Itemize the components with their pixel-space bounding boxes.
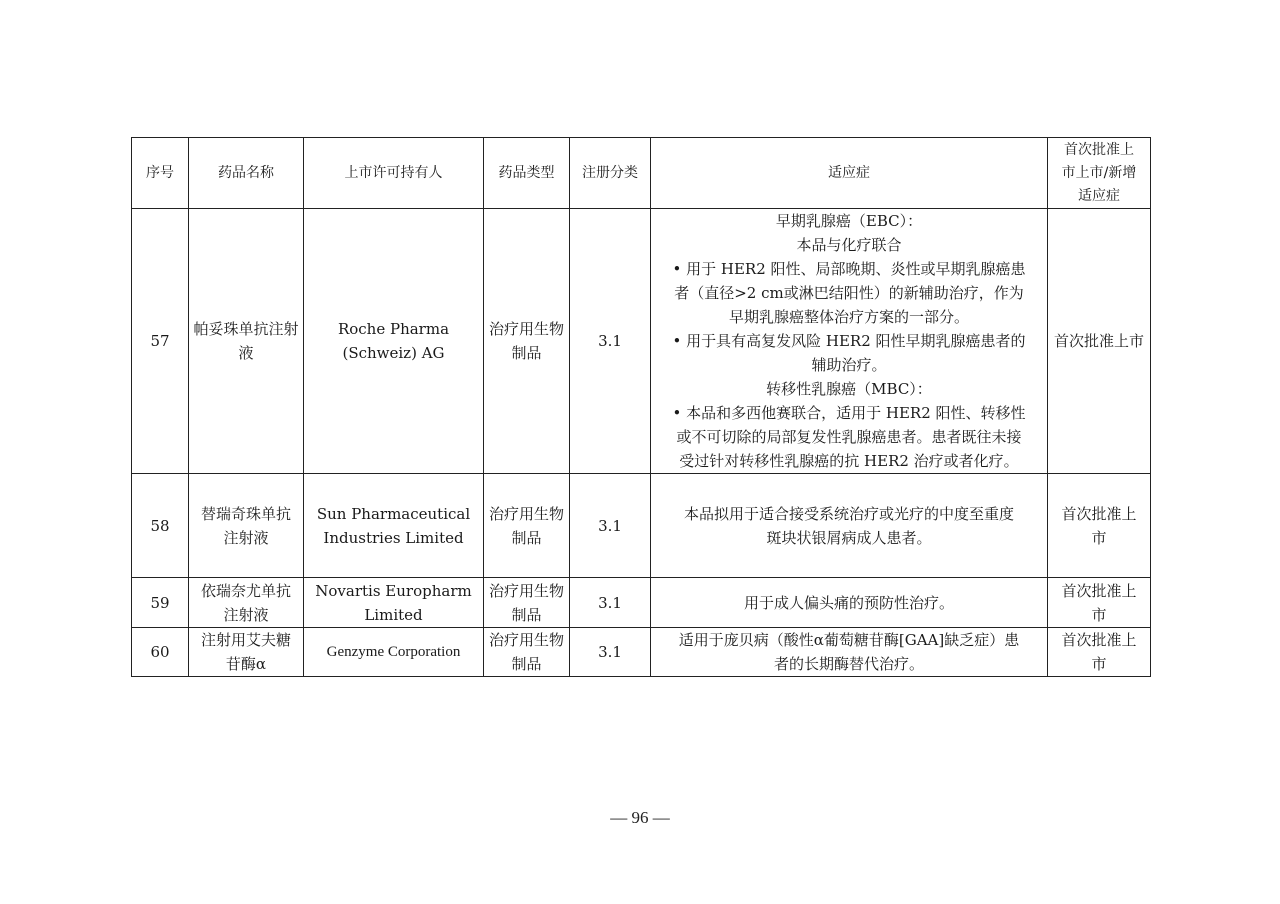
table-row [132, 578, 1151, 628]
table-header-row [132, 138, 1151, 209]
row-indication [651, 209, 1048, 474]
row-seq: 58 [132, 474, 189, 578]
table-row [132, 209, 1151, 474]
header-first-approval-line: 首次批准上 [1064, 141, 1134, 158]
row-category: 3.1 [570, 209, 651, 474]
header-drug-type: 药品类型 [484, 138, 570, 209]
row-first-approval: 首次批准上市 [1048, 209, 1151, 474]
table-row [132, 474, 1151, 578]
table-row [132, 628, 1151, 677]
drug-approval-table [131, 137, 1151, 677]
row-drug-name: 依瑞奈尤单抗注射液 [189, 578, 304, 628]
row-holder: Genzyme Corporation [304, 628, 484, 677]
indication-line: 或不可切除的局部复发性乳腺癌患者。患者既往未接 [676, 428, 1022, 446]
row-first-approval: 首次批准上市 [1048, 578, 1151, 628]
row-category: 3.1 [570, 628, 651, 677]
row-drug-name: 帕妥珠单抗注射液 [189, 209, 304, 474]
row-indication [651, 474, 1048, 578]
row-drug-type: 治疗用生物制品 [484, 474, 570, 578]
page-number: — 96 — [610, 808, 670, 827]
indication-line: 者（直径>2 cm或淋巴结阳性）的新辅助治疗，作为 [674, 284, 1024, 302]
row-holder: Roche Pharma (Schweiz) AG [304, 209, 484, 474]
row-holder: Novartis Europharm Limited [304, 578, 484, 628]
row-holder: Sun Pharmaceutical Industries Limited [304, 474, 484, 578]
row-category: 3.1 [570, 474, 651, 578]
indication-line: 辅助治疗。 [811, 356, 887, 374]
row-drug-name: 替瑞奇珠单抗注射液 [189, 474, 304, 578]
indication-line: 本品与化疗联合 [796, 236, 902, 254]
indication-line: 转移性乳腺癌（MBC）： [766, 380, 932, 398]
row-drug-type: 治疗用生物制品 [484, 628, 570, 677]
indication-line: 受过针对转移性乳腺癌的抗 HER2 治疗或者化疗。 [679, 452, 1019, 470]
header-indication: 适应症 [651, 138, 1048, 209]
row-first-approval: 首次批准上市 [1048, 474, 1151, 578]
row-drug-type: 治疗用生物制品 [484, 209, 570, 474]
row-seq: 57 [132, 209, 189, 474]
header-first-approval [1048, 138, 1151, 209]
header-registration-category: 注册分类 [570, 138, 651, 209]
row-drug-name: 注射用艾夫糖苷酶α [189, 628, 304, 677]
indication-line: 本品拟用于适合接受系统治疗或光疗的中度至重度 [683, 504, 1014, 523]
indication-line: 斑块状银屑病成人患者。 [766, 528, 932, 547]
row-indication [651, 628, 1048, 677]
header-first-approval-line: 适应症 [1078, 187, 1120, 204]
header-holder: 上市许可持有人 [304, 138, 484, 209]
indication-line: 早期乳腺癌（EBC）： [775, 212, 923, 230]
indication-line: • 本品和多西他赛联合，适用于 HER2 阳性、转移性 [672, 404, 1026, 422]
header-seq: 序号 [132, 138, 189, 209]
row-category: 3.1 [570, 578, 651, 628]
row-seq: 60 [132, 628, 189, 677]
header-first-approval-line: 市上市/新增 [1061, 164, 1137, 181]
indication-line: 用于成人偏头痛的预防性治疗。 [743, 593, 954, 612]
indication-line: • 用于具有高复发风险 HER2 阳性早期乳腺癌患者的 [672, 332, 1026, 350]
header-drug-name: 药品名称 [189, 138, 304, 209]
indication-line: 者的长期酶替代治疗。 [773, 655, 924, 673]
row-drug-type: 治疗用生物制品 [484, 578, 570, 628]
indication-line: • 用于 HER2 阳性、局部晚期、炎性或早期乳腺癌患 [672, 260, 1026, 278]
row-indication [651, 578, 1048, 628]
indication-line: 早期乳腺癌整体治疗方案的一部分。 [728, 308, 969, 326]
indication-line: 适用于庞贝病（酸性α葡萄糖苷酶[GAA]缺乏症）患 [678, 631, 1020, 649]
row-seq: 59 [132, 578, 189, 628]
row-first-approval: 首次批准上市 [1048, 628, 1151, 677]
